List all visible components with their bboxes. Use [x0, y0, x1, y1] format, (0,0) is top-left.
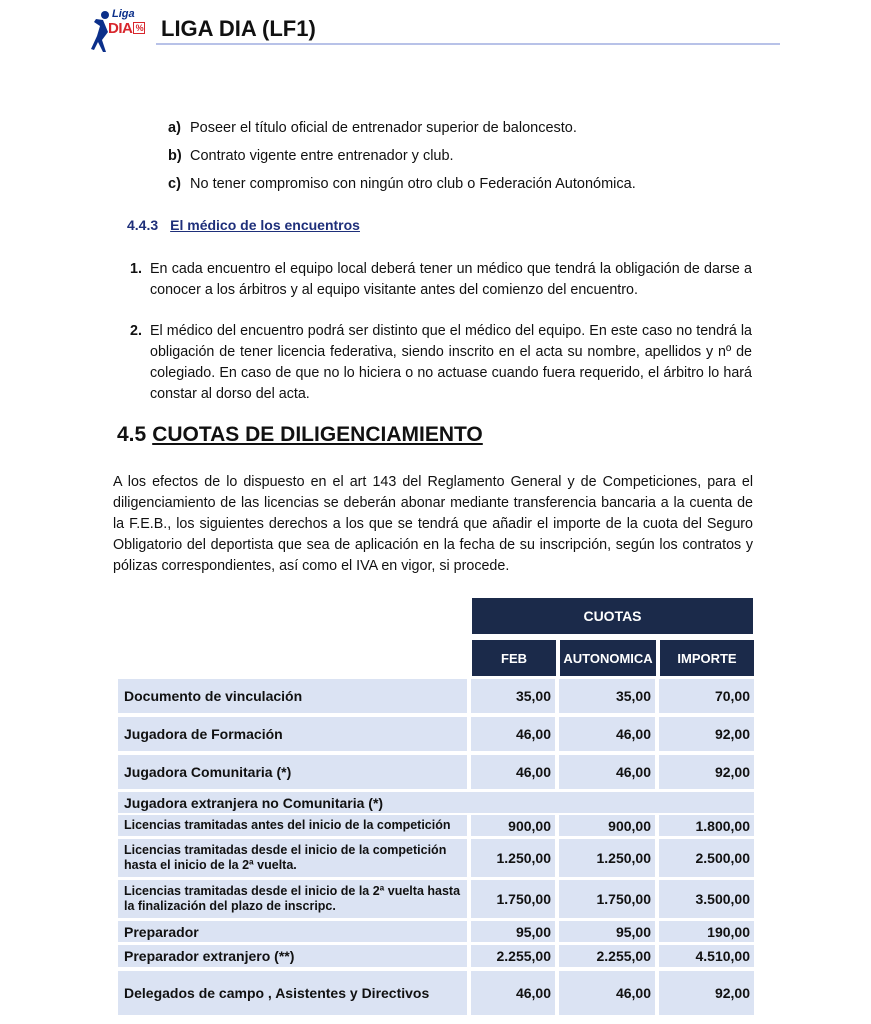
list-item: a) Poseer el título oficial de entrenador superior de baloncesto.: [168, 120, 577, 136]
list-item: b) Contrato vigente entre entrenador y club.: [168, 148, 454, 164]
table-cell: 46,00: [559, 971, 655, 1015]
table-cell: 46,00: [559, 755, 655, 789]
table-cell: 95,00: [559, 921, 655, 942]
table-row: [118, 755, 754, 789]
header-divider: [156, 43, 780, 45]
table-cell: Licencias tramitadas desde el inicio de la competición hasta el inicio de la 2ª vuelta.: [118, 839, 467, 877]
table-cell: Jugadora de Formación: [118, 717, 467, 751]
table-cell: 3.500,00: [659, 880, 754, 918]
table-cell: 46,00: [471, 755, 555, 789]
table-cell: 2.500,00: [659, 839, 754, 877]
table-cell: 92,00: [659, 717, 754, 751]
table-cell: 46,00: [471, 717, 555, 751]
table-row: [118, 717, 754, 751]
table-cell: 70,00: [659, 679, 754, 713]
section-heading: 4.5 CUOTAS DE DILIGENCIAMIENTO: [117, 423, 483, 446]
table-cell: Jugadora extranjera no Comunitaria (*): [118, 792, 754, 813]
table-cell: 46,00: [559, 717, 655, 751]
table-row: [118, 815, 754, 836]
table-cell: Delegados de campo , Asistentes y Directivos: [118, 971, 467, 1015]
table-cell: 35,00: [471, 679, 555, 713]
logo-liga-text: Liga: [112, 8, 135, 20]
liga-dia-logo: [90, 6, 152, 54]
column-header-autonomica: AUTONOMICA: [560, 640, 656, 676]
table-cell: Jugadora Comunitaria (*): [118, 755, 467, 789]
table-cell: 900,00: [471, 815, 555, 836]
table-cell: Licencias tramitadas antes del inicio de la competición: [118, 815, 467, 836]
table-cell: Preparador extranjero (**): [118, 945, 467, 967]
table-row: [118, 880, 754, 918]
table-row: [118, 971, 754, 1015]
table-cell: 1.750,00: [559, 880, 655, 918]
table-cell: 46,00: [471, 971, 555, 1015]
table-cell: Preparador: [118, 921, 467, 942]
numbered-paragraph: 2. El médico del encuentro podrá ser distinto que el médico del equipo. En este caso no tendrá la obligación de tener licencia federativa, siendo inscrito en el acta su nombre, apellidos y nº de colegiado. En caso de que no lo hiciera o no actuase cuando fuera requerido, el árbitro lo hará constar al dorso del acta.: [130, 323, 752, 402]
table-cell: 190,00: [659, 921, 754, 942]
table-cell: Licencias tramitadas desde el inicio de la 2ª vuelta hasta la finalización del plazo de inscripc.: [118, 880, 467, 918]
list-item: c) No tener compromiso con ningún otro club o Federación Autonómica.: [168, 176, 636, 192]
logo-percent-mark: %: [133, 22, 145, 34]
table-cell: 4.510,00: [659, 945, 754, 967]
table-cell: 1.250,00: [559, 839, 655, 877]
page-header: [90, 6, 780, 50]
numbered-paragraph: 1. En cada encuentro el equipo local deberá tener un médico que tendrá la obligación de darse a conocer a los árbitros y al equipo visitante antes del comienzo del encuentro.: [130, 261, 752, 298]
table-row: [118, 679, 754, 713]
table-row: [118, 839, 754, 877]
table-row: [118, 792, 754, 813]
table-cell: 900,00: [559, 815, 655, 836]
table-cell: 1.250,00: [471, 839, 555, 877]
document-title: LIGA DIA (LF1): [161, 16, 316, 41]
table-cell: Documento de vinculación: [118, 679, 467, 713]
table-cell: 2.255,00: [559, 945, 655, 967]
table-row: [118, 921, 754, 942]
table-cell: 2.255,00: [471, 945, 555, 967]
table-row: [118, 945, 754, 967]
column-header-importe: IMPORTE: [660, 640, 754, 676]
subsection-heading: 4.4.3 El médico de los encuentros: [127, 217, 360, 233]
column-header-feb: FEB: [472, 640, 556, 676]
table-cell: 92,00: [659, 971, 754, 1015]
table-cell: 95,00: [471, 921, 555, 942]
table-cell: 1.750,00: [471, 880, 555, 918]
logo-dia-text: DIA %: [108, 20, 145, 37]
table-cell: 35,00: [559, 679, 655, 713]
table-cell: 92,00: [659, 755, 754, 789]
intro-paragraph: A los efectos de lo dispuesto en el art 143 del Reglamento General y de Competiciones, para el diligenciamiento de las licencias se deberán abonar mediante transferencia bancaria a la cuenta de la F.E.B., los siguientes derechos a los que se tendrá que añadir el importe de la cuota del Seguro Obligatorio del deportista que sea de aplicación en la fecha de su inscripción, según los contratos y pólizas correspondientes, así como el IVA en vigor, si procede.: [113, 474, 753, 574]
table-cell: 1.800,00: [659, 815, 754, 836]
table-group-header: CUOTAS: [472, 598, 753, 634]
requirements-list: [168, 120, 636, 204]
